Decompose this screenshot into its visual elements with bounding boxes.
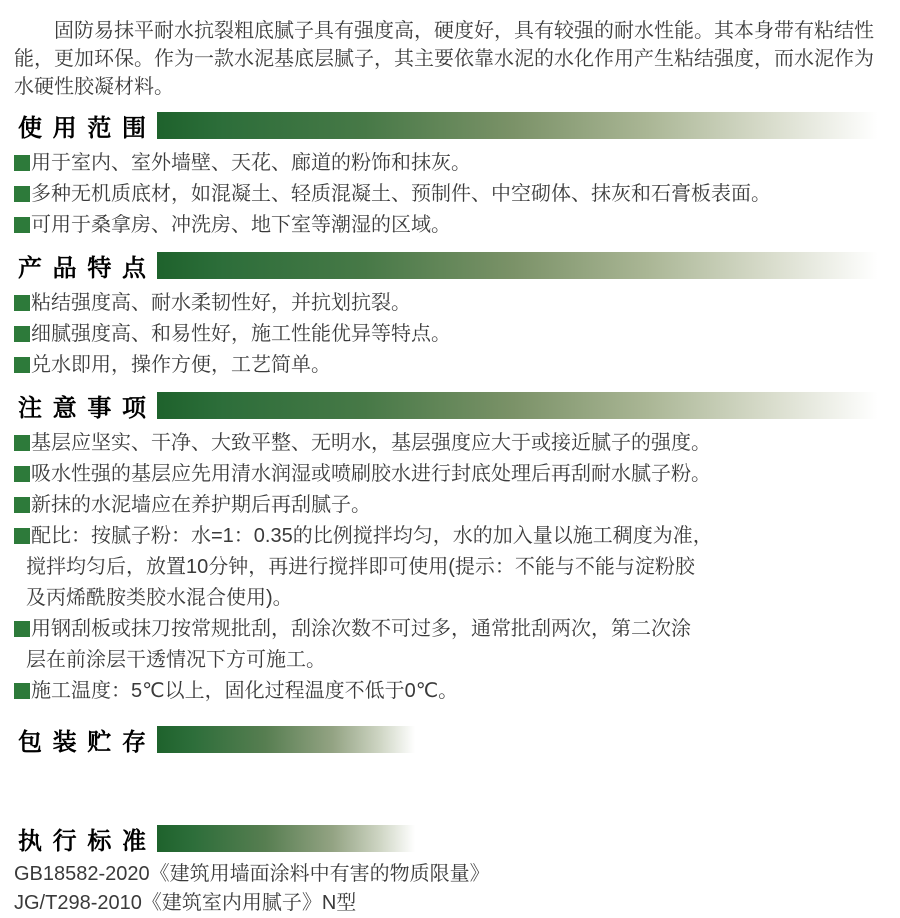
section-title: 注 意 事 项 xyxy=(18,395,149,422)
standard-line: GB18582-2020《建筑用墙面涂料中有害的物质限量》 xyxy=(14,863,490,885)
gradient-bar xyxy=(157,252,900,279)
list-item-text: 用钢刮板或抹刀按常规批刮，刮涂次数不可过多，通常批刮两次，第二次涂 xyxy=(31,618,691,640)
list-item-text: 粘结强度高、耐水柔韧性好，并抗划抗裂。 xyxy=(31,292,411,314)
bullet-square-icon xyxy=(14,155,30,171)
list-item-text: 及丙烯酰胺类胶水混合使用)。 xyxy=(26,587,293,609)
gradient-bar xyxy=(157,112,900,139)
list-item-text: 吸水性强的基层应先用清水润湿或喷刷胶水进行封底处理后再刮耐水腻子粉。 xyxy=(31,463,711,485)
section-title: 包 装 贮 存 xyxy=(18,729,149,756)
bullet-square-icon xyxy=(14,435,30,451)
gradient-bar-short xyxy=(157,726,415,753)
list-item xyxy=(14,490,900,521)
list-item xyxy=(14,319,900,350)
list-item xyxy=(14,210,900,241)
list-item-text: 施工温度：5℃以上，固化过程温度不低于0℃。 xyxy=(31,680,459,702)
section-header-product-features xyxy=(18,248,900,283)
gradient-bar-short xyxy=(157,825,415,852)
list-item xyxy=(14,676,900,707)
section-title: 执 行 标 准 xyxy=(18,828,149,855)
list-item xyxy=(14,614,900,645)
list-item-text: 层在前涂层干透情况下方可施工。 xyxy=(26,649,326,671)
standard-line: JG/T298-2010《建筑室内用腻子》N型 xyxy=(14,892,357,914)
list-item-continuation xyxy=(14,645,900,676)
list-item-text: 用于室内、室外墙壁、天花、廊道的粉饰和抹灰。 xyxy=(31,152,471,174)
section-title: 产 品 特 点 xyxy=(18,255,149,282)
list-item xyxy=(14,459,900,490)
bullet-square-icon xyxy=(14,466,30,482)
bullet-square-icon xyxy=(14,217,30,233)
usage-scope-list xyxy=(14,148,900,241)
standards-list xyxy=(14,860,900,918)
list-item-text: 多种无机质底材，如混凝土、轻质混凝土、预制件、中空砌体、抹灰和石膏板表面。 xyxy=(31,183,771,205)
list-item xyxy=(14,428,900,459)
intro-paragraph: 固防易抹平耐水抗裂粗底腻子具有强度高，硬度好，具有较强的耐水性能。其本身带有粘结性能，更加环保。作为一款水泥基底层腻子，其主要依靠水泥的水化作用产生粘结强度，而水泥作为水硬性胶凝材料。 xyxy=(14,20,874,98)
list-item-text: 细腻强度高、和易性好，施工性能优异等特点。 xyxy=(31,323,451,345)
bullet-square-icon xyxy=(14,186,30,202)
gradient-bar xyxy=(157,392,900,419)
bullet-square-icon xyxy=(14,528,30,544)
bullet-square-icon xyxy=(14,497,30,513)
section-header-packaging-storage xyxy=(18,722,900,757)
bullet-square-icon xyxy=(14,295,30,311)
list-item xyxy=(14,288,900,319)
list-item xyxy=(14,148,900,179)
list-item-text: 搅拌均匀后，放置10分钟，再进行搅拌即可使用(提示：不能与不能与淀粉胶 xyxy=(26,556,695,578)
bullet-square-icon xyxy=(14,683,30,699)
product-features-list xyxy=(14,288,900,381)
list-item xyxy=(14,521,900,552)
list-item xyxy=(14,179,900,210)
list-item-continuation xyxy=(14,583,900,614)
list-item-text: 可用于桑拿房、冲洗房、地下室等潮湿的区域。 xyxy=(31,214,451,236)
list-item-continuation xyxy=(14,552,900,583)
bullet-square-icon xyxy=(14,326,30,342)
product-spec-page xyxy=(0,17,900,914)
list-item xyxy=(14,350,900,381)
list-item-text: 基层应坚实、干净、大致平整、无明水，基层强度应大于或接近腻子的强度。 xyxy=(31,432,711,454)
section-header-executive-standards xyxy=(18,821,900,856)
list-item-text: 兑水即用，操作方便，工艺简单。 xyxy=(31,354,331,376)
section-header-usage-scope xyxy=(18,108,900,143)
precautions-list xyxy=(14,428,900,707)
section-title: 使 用 范 围 xyxy=(18,115,149,142)
bullet-square-icon xyxy=(14,357,30,373)
bullet-square-icon xyxy=(14,621,30,637)
list-item-text: 配比：按腻子粉：水=1：0.35的比例搅拌均匀，水的加入量以施工稠度为准， xyxy=(31,525,713,547)
list-item-text: 新抹的水泥墙应在养护期后再刮腻子。 xyxy=(31,494,371,516)
section-header-precautions xyxy=(18,388,900,423)
